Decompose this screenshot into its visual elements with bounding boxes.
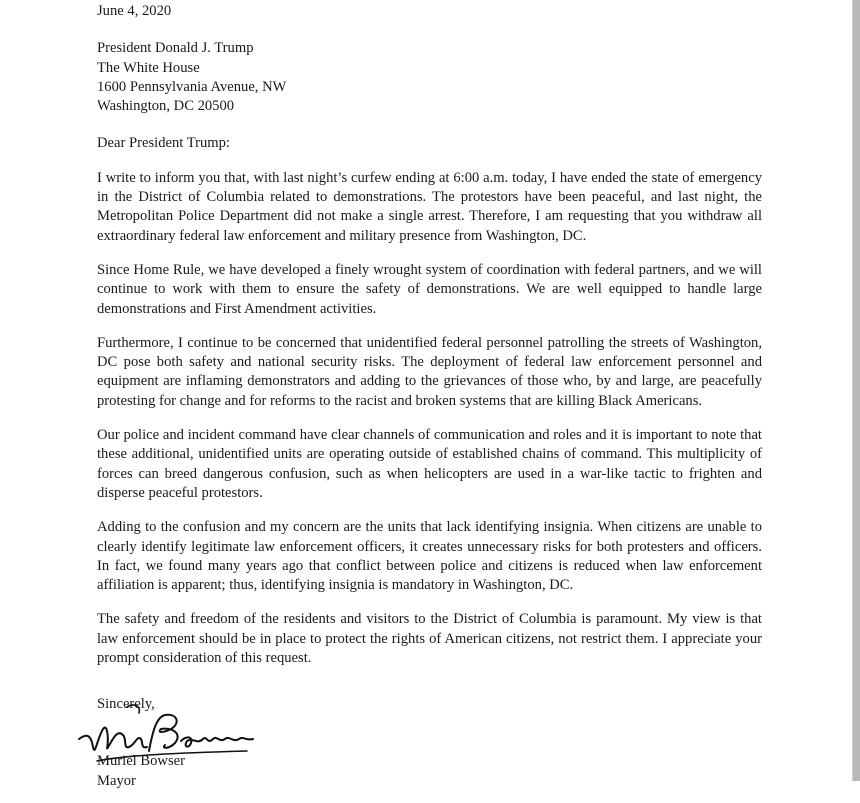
handwritten-signature-icon [57,699,277,769]
letter [97,0,762,803]
recipient-street: 1600 Pennsylvania Avenue, NW [97,78,287,95]
body-paragraph: Adding to the confusion and my concern are the units that lack identifying insignia. When citizens are unable to clearly identify legitimate law enforcement officers, it creates unnecessary risks for both protesters and officers. In fact, we found many years ago that conflict between police and citizens is reduced when law enforcement affiliation is apparent; thus, identifying insignia is mandatory in Washington, DC. [97,519,762,594]
signer-title: Mayor [97,773,136,790]
signature-block [97,683,762,803]
recipient-office: The White House [97,59,200,76]
signer-name: Muriel Bowser [97,753,185,770]
body-paragraph: Since Home Rule, we have developed a finely wrought system of coordination with federal partners, and we will continue to work with them to ensure the safety of demonstrations. We are well equipped to handle large demonstrations and First Amendment activities. [97,261,762,317]
body-paragraph: Furthermore, I continue to be concerned that unidentified federal personnel patrolling the streets of Washington, DC pose both safety and national security risks. The deployment of federal law enforcement personnel and equipment are inflaming demonstrators and adding to the grievances of those who, by and large, are peacefully protesting for change and for reforms to the racist and broken systems that are killing Black Americans. [97,334,762,409]
letter-date: June 4, 2020 [97,3,172,19]
salutation: Dear President Trump: [97,135,230,152]
body-paragraph: I write to inform you that, with last night’s curfew ending at 6:00 a.m. today, I have ended the state of emergency in the District of Columbia related to demonstrations. The protestors have been peaceful, and last night, the Metropolitan Police Department did not make a single arrest. Therefore, I am requesting that you withdraw all extraordinary federal law enforcement and military presence from Washington, DC. [97,169,762,244]
recipient-address [97,39,762,116]
page-edge-shadow [853,0,860,781]
body-paragraph: Our police and incident command have clear channels of communication and roles and it is important to note that these additional, unidentified units are operating outside of established chains of command. This multiplicity of forces can breed dangerous confusion, such as when helicopters are used in a war-like tactic to frighten and disperse peaceful protestors. [97,427,762,501]
closing: Sincerely, [97,696,155,713]
recipient-name: President Donald J. Trump [97,40,254,57]
body-paragraph: The safety and freedom of the residents and visitors to the District of Columbia is paramount. My view is that law enforcement should be in place to protect the rights of American citizens, not restrict them. I appreciate your prompt consideration of this request. [97,611,762,667]
recipient-city: Washington, DC 20500 [97,98,235,115]
